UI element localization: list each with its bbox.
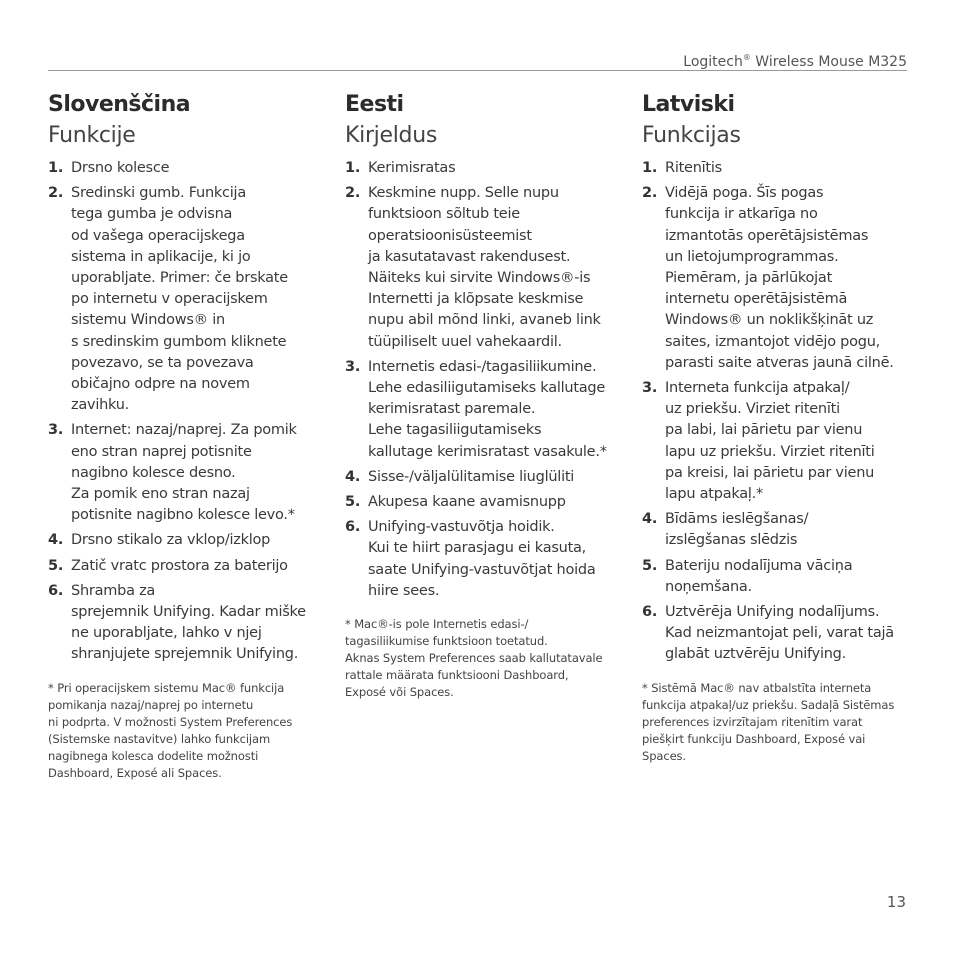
item-text: Akupesa kaane avamisnupp xyxy=(368,494,566,511)
list-item xyxy=(345,492,613,513)
item-text: Zatič vratc prostora za baterijo xyxy=(71,557,288,574)
language-heading: Latviski xyxy=(642,92,735,117)
language-column-slovenian xyxy=(48,92,316,782)
language-heading: Slovenščina xyxy=(48,92,191,117)
item-number: 4. xyxy=(48,532,64,549)
item-text: Keskmine nupp. Selle nupu funktsioon sõltub teie operatsioonisüsteemist ja kasutatavast rakendusest. Näiteks kui sirvite Windows®-is Internetti ja klõpsate keskmise nupu abil mõnd linki, avaneb link tüüpiliselt uuel vahekaardil. xyxy=(368,185,601,350)
list-item xyxy=(642,509,910,551)
item-number: 1. xyxy=(345,160,361,176)
item-number: 4. xyxy=(642,511,658,528)
item-text: Uztvērēja Unifying nodalījums. Kad neizmantojat peli, varat tajā glabāt uztvērēju Unifying. xyxy=(665,604,894,663)
item-number: 1. xyxy=(48,160,64,176)
item-text: Ritenītis xyxy=(665,160,722,176)
item-text: Bateriju nodalījuma vāciņa noņemšana. xyxy=(665,557,853,595)
product-name: Wireless Mouse M325 xyxy=(755,54,907,70)
item-number: 3. xyxy=(345,358,361,375)
item-number: 5. xyxy=(345,494,361,511)
footnote: * Mac®-is pole Internetis edasi-/ tagasiliikumise funktsioon toetatud. Aknas System Preferences saab kallutatavale rattale määrata funktsiooni Dashboard, Exposé või Spaces. xyxy=(345,617,603,700)
list-item xyxy=(48,420,316,526)
list-item xyxy=(48,183,316,416)
list-item xyxy=(642,378,910,505)
item-number: 5. xyxy=(642,557,658,574)
item-number: 2. xyxy=(642,185,658,202)
item-number: 1. xyxy=(642,160,658,176)
list-item xyxy=(345,183,613,353)
item-text: Sredinski gumb. Funkcija tega gumba je odvisna od vašega operacijskega sistema in aplikacije, ki jo uporabljate. Primer: če brskate po internetu v operacijskem sistemu Windows® in s sredinskim gumbom kliknete povezavo, se ta povezava običajno odpre na novem zavihku. xyxy=(71,185,288,414)
list-item xyxy=(642,556,910,598)
page-header xyxy=(48,48,907,71)
item-text: Vidējā poga. Šīs pogas funkcija ir atkarīga no izmantotās operētājsistēmas un lietojumprogrammas. Piemēram, ja pārlūkojat internetu operētājsistēmā Windows® un noklikšķināt uz saites, izmantojot vidējo pogu, parasti saite atveras jaunā cilnē. xyxy=(665,185,894,371)
list-item xyxy=(345,517,613,602)
item-text: Internet: nazaj/naprej. Za pomik eno stran naprej potisnite nagibno kolesce desno. Za pomik eno stran nazaj potisnite nagibno kolesce levo.* xyxy=(71,422,297,524)
language-column-latvian xyxy=(642,92,910,765)
list-item xyxy=(642,602,910,666)
section-subtitle: Kirjeldus xyxy=(345,123,438,148)
item-number: 5. xyxy=(48,557,64,574)
item-text: Shramba za sprejemnik Unifying. Kadar miške ne uporabljate, lahko v njej shranjujete sprejemnik Unifying. xyxy=(71,582,306,663)
item-text: Drsno kolesce xyxy=(71,160,170,176)
page-number: 13 xyxy=(886,893,906,911)
list-item xyxy=(345,467,613,488)
item-number: 3. xyxy=(48,422,64,439)
footnote: * Pri operacijskem sistemu Mac® funkcija pomikanja nazaj/naprej po internetu ni podprta. V možnosti System Preferences (Sistemske nastavitve) lahko funkcijam nagibnega kolesca dodelite možnosti Dashboard, Exposé ali Spaces. xyxy=(48,680,293,780)
item-number: 2. xyxy=(48,185,64,202)
list-item xyxy=(345,357,613,463)
item-number: 6. xyxy=(345,519,361,536)
list-item xyxy=(48,158,316,179)
item-text: Drsno stikalo za vklop/izklop xyxy=(71,532,271,549)
item-text: Unifying-vastuvõtja hoidik. Kui te hiirt parasjagu ei kasuta, saate Unifying-vastuvõtjat hoida hiire sees. xyxy=(368,519,596,599)
registered-mark: ® xyxy=(742,53,751,62)
footnote: * Sistēmā Mac® nav atbalstīta interneta funkcija atpakaļ/uz priekšu. Sadaļā Sistēmas preferences izvirzītajam ritenītim varat piešķirt funkciju Dashboard, Exposé vai Spaces. xyxy=(642,680,895,763)
item-text: Kerimisratas xyxy=(368,160,456,176)
language-column-estonian xyxy=(345,92,613,701)
item-number: 4. xyxy=(345,468,361,485)
item-text: Interneta funkcija atpakaļ/ uz priekšu. Virziet ritenīti pa labi, lai pārietu par vienu lapu uz priekšu. Virziet ritenīti pa kreisi, lai pārietu par vienu lapu atpakaļ.* xyxy=(665,380,875,503)
section-subtitle: Funkcije xyxy=(48,123,136,148)
list-item xyxy=(345,158,613,179)
list-item xyxy=(48,556,316,577)
feature-list xyxy=(345,158,613,602)
item-number: 6. xyxy=(642,604,658,621)
item-text: Bīdāms ieslēgšanas/ izslēgšanas slēdzis xyxy=(665,511,809,549)
list-item xyxy=(48,530,316,551)
section-subtitle: Funkcijas xyxy=(642,123,741,148)
item-number: 2. xyxy=(345,185,361,202)
product-brand: Logitech xyxy=(683,54,743,70)
list-item xyxy=(48,581,316,666)
feature-list xyxy=(642,158,910,666)
feature-list xyxy=(48,158,316,666)
item-text: Sisse-/väljalülitamise liuglüliti xyxy=(368,468,575,485)
list-item xyxy=(642,183,910,374)
item-number: 6. xyxy=(48,582,64,599)
language-heading: Eesti xyxy=(345,92,404,117)
list-item xyxy=(642,158,910,179)
item-number: 3. xyxy=(642,380,658,397)
item-text: Internetis edasi-/tagasiliikumine. Lehe edasiliigutamiseks kallutage kerimisratast paremale. Lehe tagasiliigutamiseks kallutage kerimisratast vasakule.* xyxy=(368,358,607,460)
